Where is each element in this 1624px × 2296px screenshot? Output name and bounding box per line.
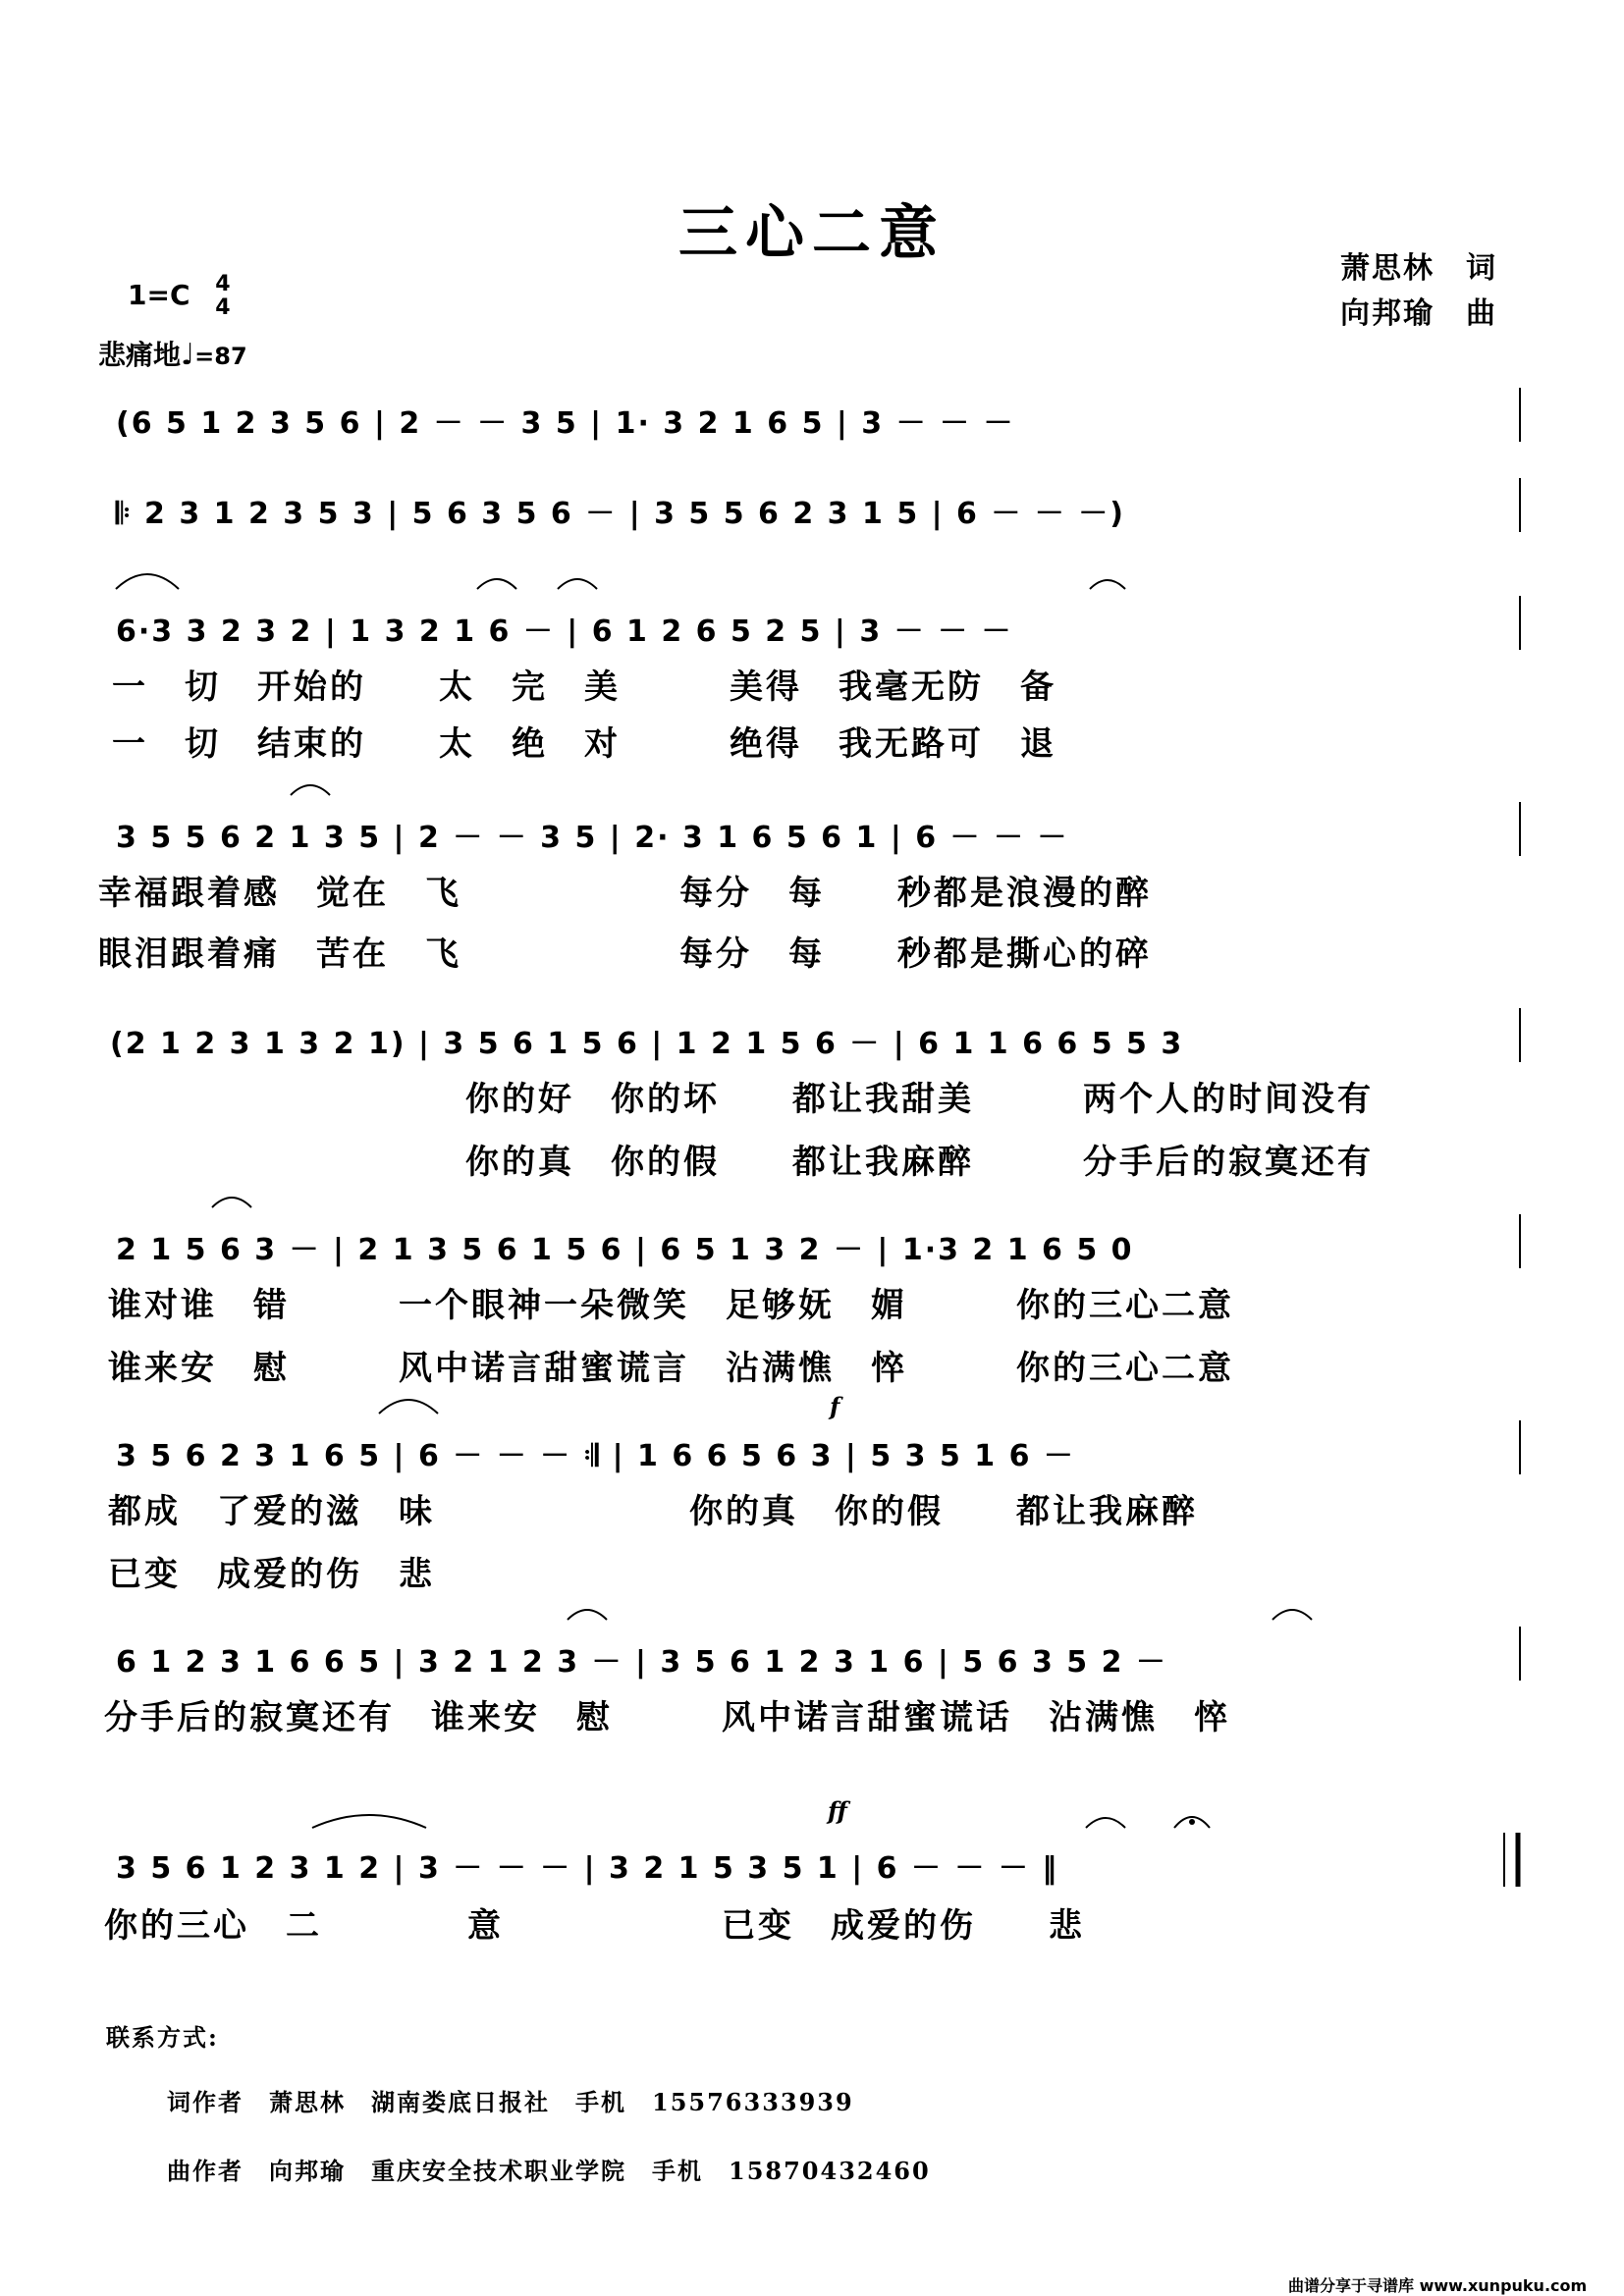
- lyric-line: 谁对谁 错 一个眼神一朵微笑 足够妩 媚 你的三心二意: [108, 1286, 1234, 1325]
- lyric-line: 分手后的寂寞还有 谁来安 慰 风中诺言甜蜜谎话 沾满憔 悴: [104, 1698, 1230, 1737]
- tempo-text: 悲痛地: [98, 339, 182, 371]
- song-title: 三心二意: [678, 199, 946, 268]
- quarter-note-icon: ♩: [181, 338, 195, 372]
- notation-line-chorus-4: 6 1 2 3 1 6 6 5 | 3 2 1 2 3 － | 3 5 6 1 2 3 1 6 | 5 6 3 5 2 －: [116, 1645, 1167, 1680]
- lyric-line: 一 切 结束的 太 绝 对 绝得 我无路可 退: [112, 724, 1056, 764]
- lyric-line: 你的真 你的假 都让我麻醉 分手后的寂寞还有: [465, 1143, 1374, 1182]
- lyric-line: 你的好 你的坏 都让我甜美 两个人的时间没有: [465, 1080, 1374, 1119]
- notation-line-chorus-2: 2 1 5 6 3 － | 2 1 3 5 6 1 5 6 | 6 5 1 3 2 － | 1·3 2 1 6 5 0: [116, 1233, 1134, 1267]
- composer-credit: 向邦瑜 曲: [1340, 296, 1497, 331]
- contact-heading: 联系方式:: [106, 2023, 219, 2052]
- time-sig-top: 4: [215, 272, 231, 296]
- lyric-line: 已变 成爱的伤 悲: [108, 1555, 435, 1594]
- notation-line-intro-2: 𝄆 2 3 1 2 3 5 3 | 5 6 3 5 6 － | 3 5 5 6 2 3 1 5 | 6 － － －): [116, 497, 1125, 531]
- notation-line-intro-1: (6 5 1 2 3 5 6 | 2 － － 3 5 | 1· 3 2 1 6 5 | 3 － － －: [116, 406, 1015, 441]
- lyric-line: 幸福跟着感 觉在 飞 每分 每 秒都是浪漫的醉: [98, 874, 1152, 913]
- lyric-line: 眼泪跟着痛 苦在 飞 每分 每 秒都是撕心的碎: [98, 934, 1152, 974]
- dynamic-fortissimo: ff: [828, 1796, 847, 1825]
- key-label: 1=C: [128, 279, 190, 311]
- lyric-line: 你的三心 二 意 已变 成爱的伤 悲: [104, 1906, 1085, 1946]
- site-watermark: 曲谱分享于寻谱库 www.xunpuku.com: [1288, 2276, 1588, 2295]
- lyricist-contact: 词作者 萧思林 湖南娄底日报社 手机 15576333939: [167, 2088, 854, 2116]
- notation-line-verse-1: 6·3 3 2 3 2 | 1 3 2 1 6 － | 6 1 2 6 5 2 5 | 3 － － －: [116, 614, 1013, 649]
- time-sig-bottom: 4: [215, 295, 231, 320]
- composer-contact: 曲作者 向邦瑜 重庆安全技术职业学院 手机 15870432460: [167, 2157, 931, 2185]
- notation-line-ending: 3 5 6 1 2 3 1 2 | 3 － － － | 3 2 1 5 3 5 1 | 6 － － － ‖: [116, 1851, 1059, 1886]
- lyric-line: 都成 了爱的滋 味 你的真 你的假 都让我麻醉: [108, 1492, 1198, 1531]
- notation-line-verse-2: 3 5 5 6 2 1 3 5 | 2 － － 3 5 | 2· 3 1 6 5 6 1 | 6 － － －: [116, 821, 1069, 855]
- notation-line-chorus-3: 3 5 6 2 3 1 6 5 | 6 － － － 𝄇 | 1 6 6 5 6 3 | 5 3 5 1 6 －: [116, 1439, 1075, 1473]
- lyricist-credit: 萧思林 词: [1340, 251, 1497, 286]
- tempo-value: =87: [194, 343, 247, 370]
- dynamic-forte: f: [830, 1392, 840, 1420]
- notation-line-chorus-1: (2 1 2 3 1 3 2 1) | 3 5 6 1 5 6 | 1 2 1 5 6 － | 6 1 1 6 6 5 5 3: [110, 1027, 1184, 1061]
- lyric-line: 谁来安 慰 风中诺言甜蜜谎言 沾满憔 悴 你的三心二意: [108, 1349, 1234, 1388]
- lyric-line: 一 切 开始的 太 完 美 美得 我毫无防 备: [112, 667, 1056, 707]
